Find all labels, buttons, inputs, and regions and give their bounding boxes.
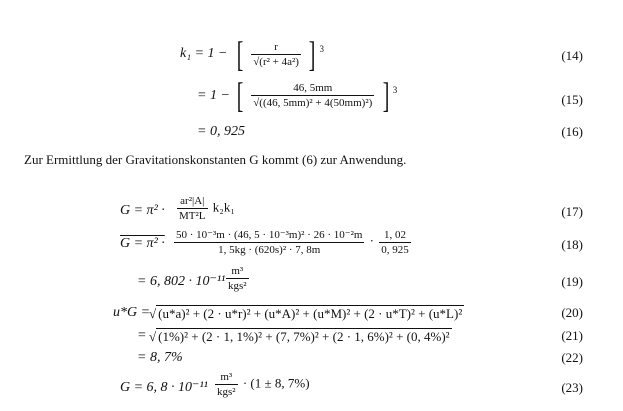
multiply-sign: · xyxy=(369,232,375,248)
fraction-denominator: MT²L xyxy=(179,210,206,222)
sqrt-icon: √ xyxy=(149,306,157,321)
equation-rhs xyxy=(149,328,452,345)
fraction-denominator: kgs² xyxy=(228,280,247,292)
equation-lhs: = 1 − xyxy=(197,88,230,103)
equation-number: (16) xyxy=(561,124,583,139)
paragraph-text: Zur Ermittlung der Gravitationskonstanten G kommt (6) zur Anwendung. xyxy=(24,152,407,167)
equation-lhs: = xyxy=(137,328,147,343)
fraction-numerator: m³ xyxy=(215,371,238,385)
left-bracket: [ xyxy=(236,34,244,74)
equation-rhs xyxy=(175,195,235,222)
sqrt-body: (u*a)² + (2 · u*r)² + (u*A)² + (u*M)² + (2 · u*T)² + (u*L)² xyxy=(158,306,463,321)
equation-rhs xyxy=(234,36,324,72)
exponent: 3 xyxy=(392,84,398,95)
right-bracket: ] xyxy=(382,75,389,115)
equation-rhs xyxy=(213,371,310,398)
equation-number: (17) xyxy=(561,204,583,219)
fraction xyxy=(177,195,208,222)
equation-number: (23) xyxy=(561,380,583,395)
equation-rhs xyxy=(234,77,397,113)
equation-lhs: = 0, 925 xyxy=(197,124,245,139)
equation-rhs xyxy=(149,305,464,322)
equation-lhs: k₁ = 1 − xyxy=(180,46,228,61)
equation-lhs: = 8, 7% xyxy=(137,350,183,365)
equation-tail: · (1 ± 8, 7%) xyxy=(242,375,310,391)
equation-number: (20) xyxy=(561,305,583,320)
equation-lhs: G = π² · xyxy=(120,236,165,251)
equation-lhs: G = π² · xyxy=(120,203,165,218)
fraction-2 xyxy=(379,229,411,256)
left-bracket: [ xyxy=(236,75,244,115)
fraction xyxy=(174,228,364,256)
fraction xyxy=(251,82,374,109)
equation-row-14 xyxy=(0,34,623,74)
equation-number: (15) xyxy=(561,92,583,107)
equation-row-18 xyxy=(0,229,623,257)
equation-number: (18) xyxy=(561,237,583,252)
fraction-numerator: ar²|A| xyxy=(177,195,208,209)
fraction-denominator: 1, 5kg · (620s)² · 7, 8m xyxy=(218,244,321,256)
equation-lhs: = 6, 802 · 10⁻¹¹ xyxy=(137,274,226,289)
exponent: 3 xyxy=(319,43,324,54)
fraction-numerator: 50 · 10⁻³m · (46, 5 · 10⁻³m)² · 26 · 10⁻²m xyxy=(176,229,363,241)
equation-number: (14) xyxy=(561,48,583,63)
equation-number: (22) xyxy=(561,350,583,365)
right-bracket: ] xyxy=(308,34,316,74)
sqrt-body: (1%)² + (2 · 1, 1%)² + (7, 7%)² + (2 · 1, 6%)² + (0, 4%)² xyxy=(158,329,450,344)
fraction xyxy=(251,41,301,68)
equation-row-19 xyxy=(0,266,623,294)
equation-number: (19) xyxy=(561,274,583,289)
fraction-numerator: r xyxy=(251,41,301,55)
fraction xyxy=(215,371,238,398)
fraction xyxy=(226,265,249,292)
fraction-2-denominator: 0, 925 xyxy=(381,243,409,256)
equation-lhs: G = 6, 8 · 10⁻¹¹ xyxy=(120,380,208,395)
equation-row-16 xyxy=(0,124,623,152)
equation-tail: k₂k₁ xyxy=(212,199,235,215)
equation-row-23 xyxy=(0,372,623,400)
equation-rhs xyxy=(224,265,251,292)
fraction-denominator: √(r² + 4a²) xyxy=(253,55,299,68)
equation-lhs: u*G = xyxy=(113,305,151,320)
equation-rhs xyxy=(172,228,413,256)
sqrt-icon: √ xyxy=(149,329,157,344)
equation-row-17 xyxy=(0,196,623,224)
fraction-2-numerator: 1, 02 xyxy=(379,229,411,243)
fraction-numerator: m³ xyxy=(226,265,249,279)
fraction-denominator: √((46, 5mm)² + 4(50mm)²) xyxy=(253,96,373,109)
fraction-denominator: kgs² xyxy=(217,386,236,398)
equation-number: (21) xyxy=(561,328,583,343)
fraction-numerator: 46, 5mm xyxy=(251,82,374,96)
equation-row-15 xyxy=(0,75,623,115)
